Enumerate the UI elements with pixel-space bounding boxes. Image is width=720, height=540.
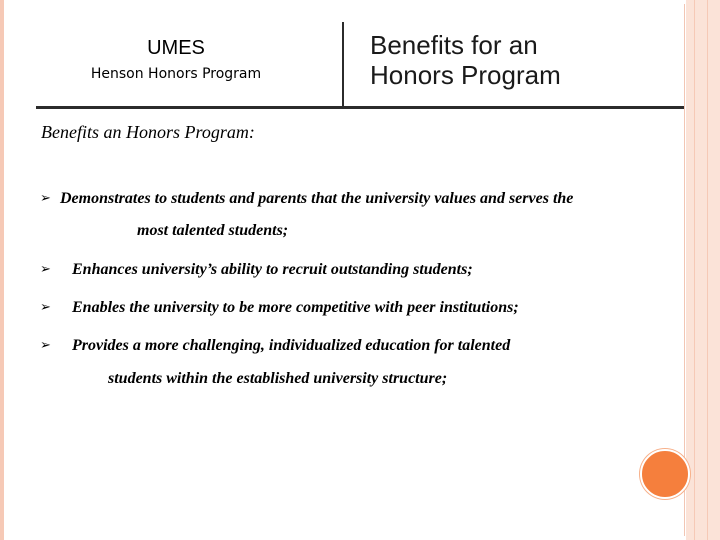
- frame-right-band: [686, 0, 720, 540]
- slide-title: [370, 30, 670, 90]
- header-left-title: UMES: [147, 37, 205, 59]
- bullet-text: Demonstrates to students and parents that the university values and serves the: [60, 190, 574, 207]
- frame-line: [694, 0, 695, 540]
- frame-line: [707, 0, 708, 540]
- bullet-text: Enhances university’s ability to recruit outstanding students;: [72, 261, 473, 278]
- bullet-text: Provides a more challenging, individualized education for talented: [72, 337, 511, 354]
- intro-heading: Benefits an Honors Program:: [41, 122, 255, 142]
- bullet-text: most talented students;: [137, 222, 289, 239]
- header-left-subtitle: Henson Honors Program: [90, 66, 262, 82]
- bullet-text: students within the established university structure;: [108, 370, 448, 387]
- accent-circle-icon: [640, 449, 690, 499]
- bullet-text: Enables the university to be more competitive with peer institutions;: [72, 299, 519, 316]
- arrow-bullet-icon: ➢: [40, 300, 51, 315]
- header-rule: [36, 106, 684, 109]
- header-divider: [342, 22, 344, 107]
- slide-title-line: Benefits for an: [370, 30, 538, 60]
- slide-title-line: Honors Program: [370, 60, 561, 90]
- arrow-bullet-icon: ➢: [40, 191, 51, 206]
- arrow-bullet-icon: ➢: [40, 262, 51, 277]
- arrow-bullet-icon: ➢: [40, 338, 51, 353]
